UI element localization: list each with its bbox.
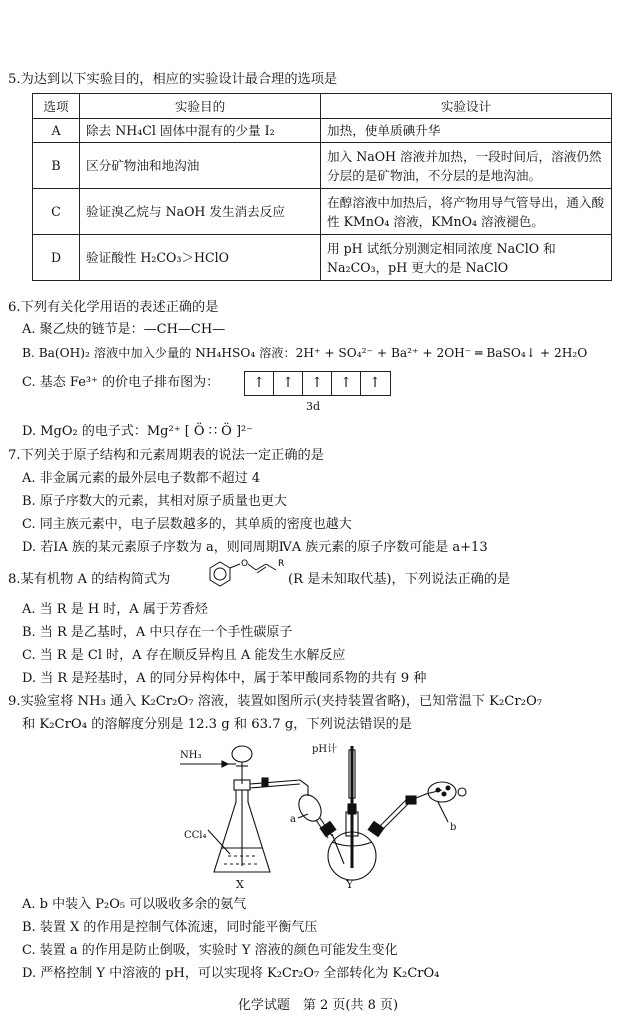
row-purpose: 除去 NH₄Cl 固体中混有的少量 I₂	[80, 119, 321, 143]
orbital-box: ↑	[303, 372, 332, 395]
row-design: 加入 NaOH 溶液并加热，一段时间后，溶液仍然分层的是矿物油，不分层的是地沟油。	[321, 143, 612, 189]
q7-option-b: B. 原子序数大的元素，其相对原子质量也更大	[22, 494, 287, 509]
page-footer: 化学试题 第 2 页(共 8 页)	[237, 998, 399, 1013]
connecting-tube	[250, 784, 300, 788]
col-design: 实验设计	[321, 94, 612, 119]
q8-option-b: B. 当 R 是乙基时，A 中只存在一个手性碳原子	[22, 625, 293, 640]
table-row	[33, 143, 612, 189]
q6-stem: 6.下列有关化学用语的表述正确的是	[8, 300, 219, 315]
q5-table	[32, 93, 612, 281]
tube-clip	[262, 778, 268, 786]
q9-stem-line2: 和 K₂CrO₄ 的溶解度分别是 12.3 g 和 63.7 g，下列说法错误的是	[22, 717, 412, 732]
orbital-box: ↑	[332, 372, 361, 395]
label-x: X	[236, 878, 244, 891]
right-stopper	[368, 821, 384, 836]
table-row	[33, 235, 612, 281]
q7-option-a: A. 非金属元素的最外层电子数都不超过 4	[22, 471, 261, 486]
double-bond	[257, 567, 266, 573]
label-line-ccl4	[208, 830, 230, 854]
q7-option-d: D. 若ⅠA 族的某元素原子序数为 a，则同周期ⅣA 族元素的原子序数可能是 a+13	[22, 540, 488, 555]
bond	[230, 564, 240, 568]
funnel-bulb	[232, 746, 252, 762]
label-b: b	[450, 822, 457, 833]
q6-option-d	[22, 422, 253, 442]
connecting-tube	[300, 780, 308, 796]
orbital-box: ↑	[369, 375, 381, 391]
structure-formula	[196, 556, 292, 592]
label-nh3: NH₃	[180, 750, 202, 761]
label-ccl4: CCl₄	[184, 830, 207, 841]
q8-option-c: C. 当 R 是 Cl 时，A 存在顺反异构且 A 能发生水解反应	[22, 648, 346, 663]
label-a: a	[290, 814, 296, 825]
table-row	[33, 119, 612, 143]
orbital-diagram	[244, 371, 391, 396]
granule	[436, 788, 440, 792]
row-design: 用 pH 试纸分别测定相同浓度 NaClO 和 Na₂CO₃，pH 更大的是 NaClO	[321, 235, 612, 281]
q9-option-c: C. 装置 a 的作用是防止倒吸，实验时 Y 溶液的颜色可能发生变化	[22, 943, 398, 958]
row-option: C	[33, 189, 80, 235]
q9-option-b: B. 装置 X 的作用是控制气体流速，同时能平衡气压	[22, 920, 318, 935]
bond	[248, 564, 256, 570]
col-option: 选项	[33, 94, 80, 119]
granule	[446, 786, 450, 790]
granule	[442, 792, 446, 796]
connecting-tube	[250, 780, 300, 784]
left-stopper	[320, 821, 336, 836]
bond	[266, 564, 276, 570]
arrow-head-icon	[222, 761, 228, 767]
q9-stem-line1: 9.实验室将 NH₃ 通入 K₂Cr₂O₇ 溶液，装置如图所示(夹持装置省略)，已知常温下 K₂Cr₂O₇	[8, 694, 543, 709]
orbital-box: ↑	[274, 372, 303, 395]
label-ph-meter: pH计	[312, 744, 338, 755]
q7-option-c: C. 同主族元素中，电子层数越多的，其单质的密度也越大	[22, 517, 352, 532]
oxygen-label: O	[241, 559, 249, 569]
benzene-circle	[214, 568, 226, 580]
orbital-label: 3d	[306, 400, 321, 413]
r-label: R	[278, 559, 285, 569]
q8-option-a: A. 当 R 是 H 时，A 属于芳香烃	[22, 602, 208, 617]
q8-option-d: D. 当 R 是羟基时，A 的同分异构体中，属于苯甲酸同系物的共有 9 种	[22, 671, 427, 686]
drying-tube-end	[458, 788, 466, 796]
q8-stem-suffix: (R 是未知取代基)，下列说法正确的是	[288, 572, 511, 587]
apparatus-figure	[170, 738, 470, 892]
q5-stem: 5.为达到以下实验目的，相应的实验设计最合理的选项是	[8, 72, 338, 87]
q9-option-d: D. 严格控制 Y 中溶液的 pH，可以实现将 K₂Cr₂O₇ 全部转化为 K₂CrO₄	[22, 966, 440, 981]
bond	[256, 564, 266, 570]
row-design: 加热，使单质碘升华	[321, 119, 612, 143]
orbital-box: ↑	[245, 372, 274, 395]
q6-option-b: B. Ba(OH)₂ 溶液中加入少量的 NH₄HSO₄ 溶液：2H⁺ + SO₄²⁻ + Ba²⁺ + 2OH⁻ ═ BaSO₄↓ + 2H₂O	[22, 346, 588, 360]
col-purpose: 实验目的	[80, 94, 321, 119]
row-purpose: 验证溴乙烷与 NaOH 发生消去反应	[80, 189, 321, 235]
outlet-tube	[382, 802, 410, 830]
oxygen-atom: Ö	[193, 424, 205, 439]
outlet-tube	[378, 800, 406, 828]
oxygen-atom: Ö	[221, 424, 232, 439]
label-line-b	[438, 802, 448, 822]
row-option: B	[33, 143, 80, 189]
row-purpose: 区分矿物油和地沟油	[80, 143, 321, 189]
q6-option-c: C. 基态 Fe³⁺ 的价电子排布图为：	[22, 375, 220, 390]
gas-inlet-tube	[332, 834, 344, 864]
q7-stem: 7.下列关于原子结构和元素周期表的说法一定正确的是	[8, 448, 324, 463]
row-design: 在醇溶液中加热后，将产物用导气管导出，通入酸性 KMnO₄ 溶液，KMnO₄ 溶液褪色。	[321, 189, 612, 235]
row-option: A	[33, 119, 80, 143]
row-purpose: 验证酸性 H₂CO₃＞HClO	[80, 235, 321, 281]
tube-clip	[406, 796, 416, 804]
q8-stem-prefix: 8.某有机物 A 的结构简式为	[8, 572, 171, 587]
shared-electrons: ∷	[208, 424, 218, 439]
q6-option-a: A. 聚乙炔的链节是：—CH—CH—	[22, 322, 226, 337]
electron-formula-prefix: D. MgO₂ 的电子式：Mg²⁺ [	[22, 424, 190, 439]
table-row	[33, 189, 612, 235]
row-option: D	[33, 235, 80, 281]
q9-option-a: A. b 中装入 P₂O₅ 可以吸收多余的氨气	[22, 897, 247, 912]
label-y: Y	[346, 878, 354, 891]
electron-formula-suffix: ]²⁻	[235, 424, 254, 439]
benzene-ring	[210, 562, 230, 586]
table-header-row	[33, 94, 612, 119]
